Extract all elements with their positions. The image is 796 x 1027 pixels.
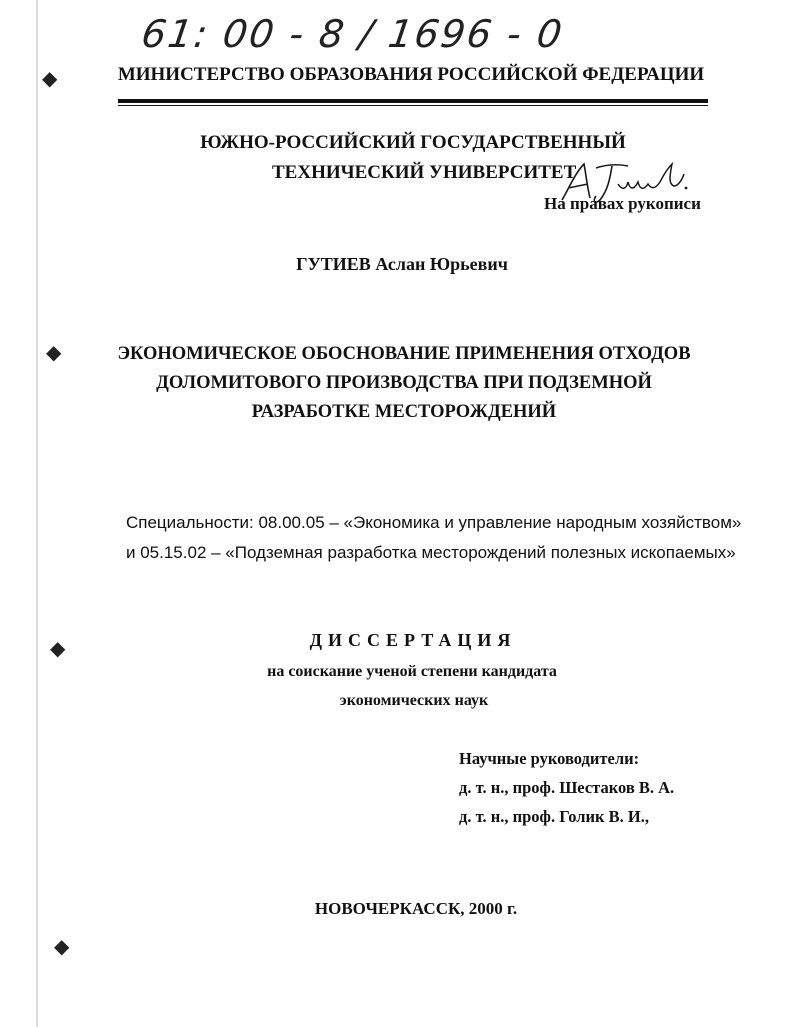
supervisors-heading: Научные руководители:	[459, 749, 640, 768]
specialty-line-2: и 05.15.02 – «Подземная разработка месторождений полезных ископаемых»	[126, 543, 736, 562]
ministry-heading: МИНИСТЕРСТВО ОБРАЗОВАНИЯ РОССИЙСКОЙ ФЕДЕРАЦИИ	[117, 64, 705, 85]
city-year: НОВОЧЕРКАССК, 2000 г.	[314, 899, 518, 918]
title-line: РАЗРАБОТКЕ МЕСТОРОЖДЕНИЙ	[251, 402, 557, 422]
hole-punch-mark: ◆	[42, 66, 58, 90]
degree-line-2: экономических наук	[339, 692, 489, 709]
document-type: ДИССЕРТАЦИЯ	[309, 630, 517, 650]
header-rule-thin	[118, 105, 708, 106]
degree-line-1: на соискание ученой степени кандидата	[267, 663, 557, 680]
hole-punch-mark: ◆	[54, 934, 70, 958]
university-name-line1: ЮЖНО-РОССИЙСКИЙ ГОСУДАРСТВЕННЫЙ	[200, 132, 626, 153]
author-name	[0, 254, 796, 275]
hole-punch-mark: ◆	[50, 636, 66, 660]
dissertation-title	[0, 340, 796, 427]
author-given-names: Аслан Юрьевич	[375, 254, 508, 274]
university-name-line2: ТЕХНИЧЕСКИЙ УНИВЕРСИТЕТ	[272, 162, 577, 183]
rights-note: На правах рукописи	[544, 194, 701, 213]
hole-punch-mark: ◆	[46, 340, 62, 364]
archive-stamp: 61: 00 - 8 / 1696 - 0	[138, 12, 567, 56]
supervisor-item: д. т. н., проф. Шестаков В. А.	[459, 778, 675, 797]
title-line: ДОЛОМИТОВОГО ПРОИЗВОДСТВА ПРИ ПОДЗЕМНОЙ	[156, 373, 652, 393]
specialty-line-1: Специальности: 08.00.05 – «Экономика и управление народным хозяйством»	[126, 513, 742, 532]
supervisor-item: д. т. н., проф. Голик В. И.,	[459, 807, 650, 826]
author-surname: ГУТИЕВ	[296, 254, 371, 274]
scan-edge-line	[36, 0, 38, 1027]
title-line: ЭКОНОМИЧЕСКОЕ ОБОСНОВАНИЕ ПРИМЕНЕНИЯ ОТХОДОВ	[117, 344, 691, 364]
header-rule-thick	[118, 99, 708, 103]
